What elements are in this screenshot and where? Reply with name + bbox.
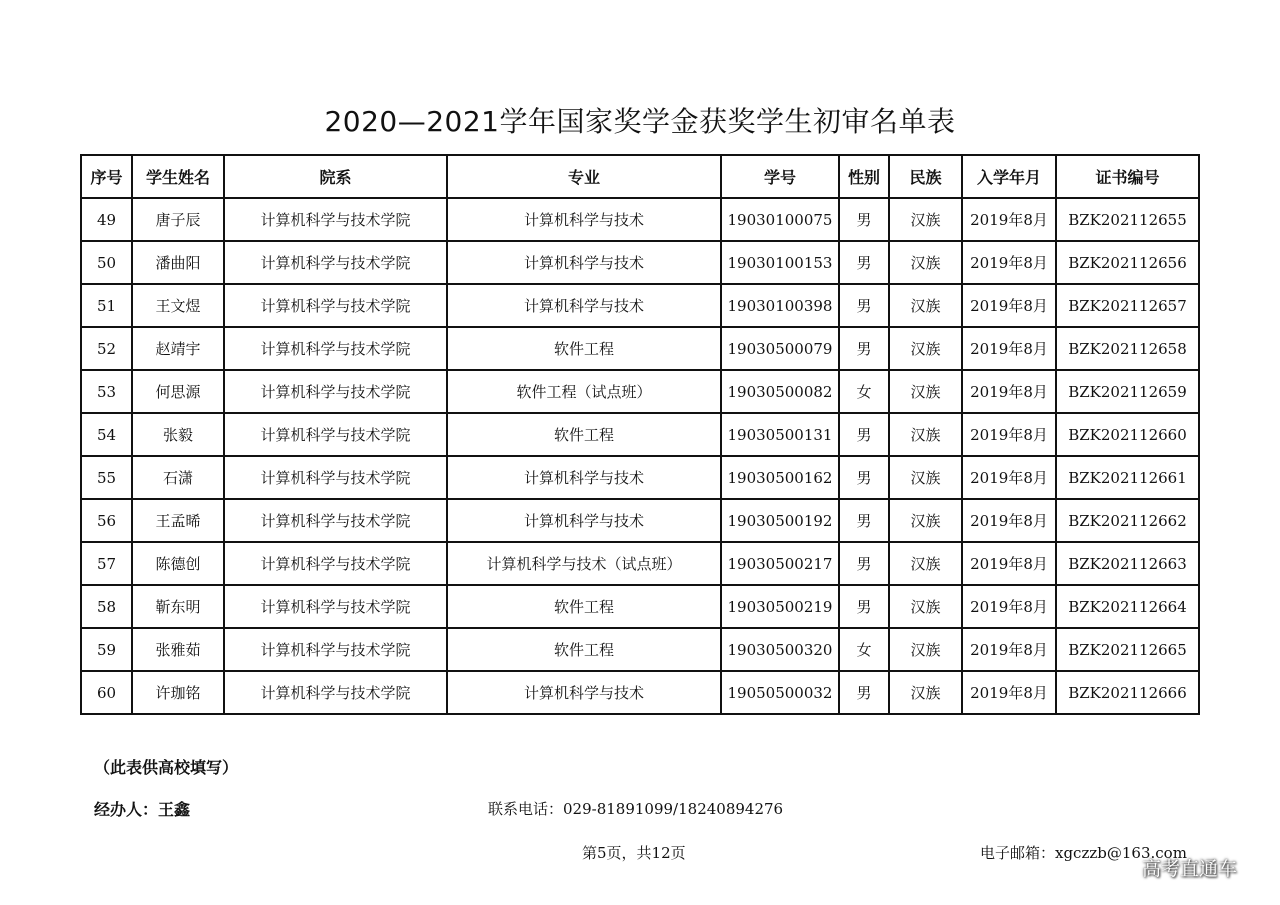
table-row <box>81 499 1199 542</box>
cell-certificate-number: BZK202112666 <box>1056 671 1199 714</box>
cell-ethnicity: 汉族 <box>889 413 962 456</box>
cell-major: 计算机科学与技术 <box>447 456 721 499</box>
table-row <box>81 370 1199 413</box>
cell-gender: 男 <box>839 499 889 542</box>
cell-ethnicity: 汉族 <box>889 542 962 585</box>
form-note: （此表供高校填写） <box>94 758 239 777</box>
cell-student-name: 王文煜 <box>132 284 224 327</box>
cell-ethnicity: 汉族 <box>889 671 962 714</box>
cell-major: 计算机科学与技术 <box>447 671 721 714</box>
cell-department: 计算机科学与技术学院 <box>224 327 447 370</box>
cell-index: 60 <box>81 671 132 714</box>
cell-gender: 男 <box>839 241 889 284</box>
cell-ethnicity: 汉族 <box>889 499 962 542</box>
cell-student-id: 19030500192 <box>721 499 839 542</box>
cell-student-name: 赵靖宇 <box>132 327 224 370</box>
cell-enrollment-date: 2019年8月 <box>962 585 1056 628</box>
header-ethnicity: 民族 <box>889 155 962 198</box>
cell-student-id: 19030500219 <box>721 585 839 628</box>
handler-name: 经办人：王鑫 <box>94 800 191 819</box>
cell-index: 55 <box>81 456 132 499</box>
table-row <box>81 456 1199 499</box>
cell-student-name: 靳东明 <box>132 585 224 628</box>
cell-student-name: 何思源 <box>132 370 224 413</box>
cell-gender: 男 <box>839 284 889 327</box>
table-row <box>81 198 1199 241</box>
cell-ethnicity: 汉族 <box>889 370 962 413</box>
cell-department: 计算机科学与技术学院 <box>224 542 447 585</box>
table-header-row <box>81 155 1199 198</box>
cell-index: 53 <box>81 370 132 413</box>
contact-email: 电子邮箱：xgczzb@163.com <box>980 844 1187 862</box>
cell-enrollment-date: 2019年8月 <box>962 327 1056 370</box>
cell-enrollment-date: 2019年8月 <box>962 241 1056 284</box>
cell-major: 计算机科学与技术（试点班） <box>447 542 721 585</box>
cell-student-id: 19030500079 <box>721 327 839 370</box>
cell-student-id: 19030500131 <box>721 413 839 456</box>
cell-ethnicity: 汉族 <box>889 628 962 671</box>
cell-gender: 男 <box>839 456 889 499</box>
cell-certificate-number: BZK202112665 <box>1056 628 1199 671</box>
cell-ethnicity: 汉族 <box>889 456 962 499</box>
cell-student-name: 许珈铭 <box>132 671 224 714</box>
cell-enrollment-date: 2019年8月 <box>962 370 1056 413</box>
table-row <box>81 542 1199 585</box>
table-row <box>81 327 1199 370</box>
cell-ethnicity: 汉族 <box>889 327 962 370</box>
cell-department: 计算机科学与技术学院 <box>224 241 447 284</box>
cell-department: 计算机科学与技术学院 <box>224 456 447 499</box>
cell-index: 50 <box>81 241 132 284</box>
cell-department: 计算机科学与技术学院 <box>224 585 447 628</box>
cell-student-name: 石潇 <box>132 456 224 499</box>
cell-student-name: 陈德创 <box>132 542 224 585</box>
cell-index: 56 <box>81 499 132 542</box>
cell-gender: 女 <box>839 370 889 413</box>
cell-gender: 男 <box>839 585 889 628</box>
cell-certificate-number: BZK202112657 <box>1056 284 1199 327</box>
cell-major: 软件工程（试点班） <box>447 370 721 413</box>
header-certificate-number: 证书编号 <box>1056 155 1199 198</box>
cell-enrollment-date: 2019年8月 <box>962 284 1056 327</box>
cell-gender: 女 <box>839 628 889 671</box>
cell-major: 计算机科学与技术 <box>447 284 721 327</box>
cell-certificate-number: BZK202112662 <box>1056 499 1199 542</box>
cell-index: 57 <box>81 542 132 585</box>
cell-department: 计算机科学与技术学院 <box>224 628 447 671</box>
table-row <box>81 413 1199 456</box>
cell-enrollment-date: 2019年8月 <box>962 198 1056 241</box>
cell-student-id: 19030500320 <box>721 628 839 671</box>
cell-index: 54 <box>81 413 132 456</box>
cell-enrollment-date: 2019年8月 <box>962 671 1056 714</box>
cell-ethnicity: 汉族 <box>889 585 962 628</box>
cell-enrollment-date: 2019年8月 <box>962 413 1056 456</box>
cell-index: 49 <box>81 198 132 241</box>
cell-student-name: 唐子辰 <box>132 198 224 241</box>
cell-student-id: 19030500162 <box>721 456 839 499</box>
cell-gender: 男 <box>839 327 889 370</box>
cell-ethnicity: 汉族 <box>889 241 962 284</box>
header-department: 院系 <box>224 155 447 198</box>
watermark: 高考直通车 <box>1142 858 1238 880</box>
cell-certificate-number: BZK202112664 <box>1056 585 1199 628</box>
cell-student-id: 19050500032 <box>721 671 839 714</box>
cell-certificate-number: BZK202112656 <box>1056 241 1199 284</box>
cell-student-name: 潘曲阳 <box>132 241 224 284</box>
cell-gender: 男 <box>839 671 889 714</box>
header-gender: 性别 <box>839 155 889 198</box>
scholarship-roster-table <box>80 154 1200 715</box>
cell-major: 计算机科学与技术 <box>447 241 721 284</box>
cell-student-name: 张雅茹 <box>132 628 224 671</box>
table-row <box>81 585 1199 628</box>
table-body <box>81 198 1199 714</box>
header-enrollment-date: 入学年月 <box>962 155 1056 198</box>
cell-index: 51 <box>81 284 132 327</box>
cell-index: 52 <box>81 327 132 370</box>
cell-major: 软件工程 <box>447 585 721 628</box>
cell-certificate-number: BZK202112658 <box>1056 327 1199 370</box>
table-row <box>81 284 1199 327</box>
cell-ethnicity: 汉族 <box>889 198 962 241</box>
cell-index: 59 <box>81 628 132 671</box>
page-number: 第5页，共12页 <box>582 844 686 862</box>
cell-department: 计算机科学与技术学院 <box>224 370 447 413</box>
cell-department: 计算机科学与技术学院 <box>224 413 447 456</box>
cell-student-id: 19030100075 <box>721 198 839 241</box>
cell-ethnicity: 汉族 <box>889 284 962 327</box>
cell-index: 58 <box>81 585 132 628</box>
cell-enrollment-date: 2019年8月 <box>962 628 1056 671</box>
cell-certificate-number: BZK202112663 <box>1056 542 1199 585</box>
cell-major: 计算机科学与技术 <box>447 499 721 542</box>
header-index: 序号 <box>81 155 132 198</box>
cell-gender: 男 <box>839 413 889 456</box>
cell-department: 计算机科学与技术学院 <box>224 198 447 241</box>
cell-major: 软件工程 <box>447 628 721 671</box>
cell-certificate-number: BZK202112660 <box>1056 413 1199 456</box>
table-row <box>81 671 1199 714</box>
cell-student-id: 19030500217 <box>721 542 839 585</box>
cell-major: 软件工程 <box>447 327 721 370</box>
cell-gender: 男 <box>839 542 889 585</box>
cell-enrollment-date: 2019年8月 <box>962 456 1056 499</box>
cell-student-id: 19030100153 <box>721 241 839 284</box>
cell-department: 计算机科学与技术学院 <box>224 499 447 542</box>
cell-certificate-number: BZK202112655 <box>1056 198 1199 241</box>
header-student-name: 学生姓名 <box>132 155 224 198</box>
cell-student-id: 19030100398 <box>721 284 839 327</box>
table-row <box>81 241 1199 284</box>
cell-enrollment-date: 2019年8月 <box>962 542 1056 585</box>
table-row <box>81 628 1199 671</box>
header-major: 专业 <box>447 155 721 198</box>
contact-phone: 联系电话：029-81891099/18240894276 <box>488 800 784 818</box>
cell-enrollment-date: 2019年8月 <box>962 499 1056 542</box>
document-title: 2020—2021学年国家奖学金获奖学生初审名单表 <box>324 105 956 138</box>
cell-student-id: 19030500082 <box>721 370 839 413</box>
cell-department: 计算机科学与技术学院 <box>224 671 447 714</box>
cell-student-name: 王孟晞 <box>132 499 224 542</box>
cell-certificate-number: BZK202112659 <box>1056 370 1199 413</box>
cell-gender: 男 <box>839 198 889 241</box>
cell-major: 计算机科学与技术 <box>447 198 721 241</box>
header-student-id: 学号 <box>721 155 839 198</box>
cell-certificate-number: BZK202112661 <box>1056 456 1199 499</box>
cell-major: 软件工程 <box>447 413 721 456</box>
cell-student-name: 张毅 <box>132 413 224 456</box>
cell-department: 计算机科学与技术学院 <box>224 284 447 327</box>
